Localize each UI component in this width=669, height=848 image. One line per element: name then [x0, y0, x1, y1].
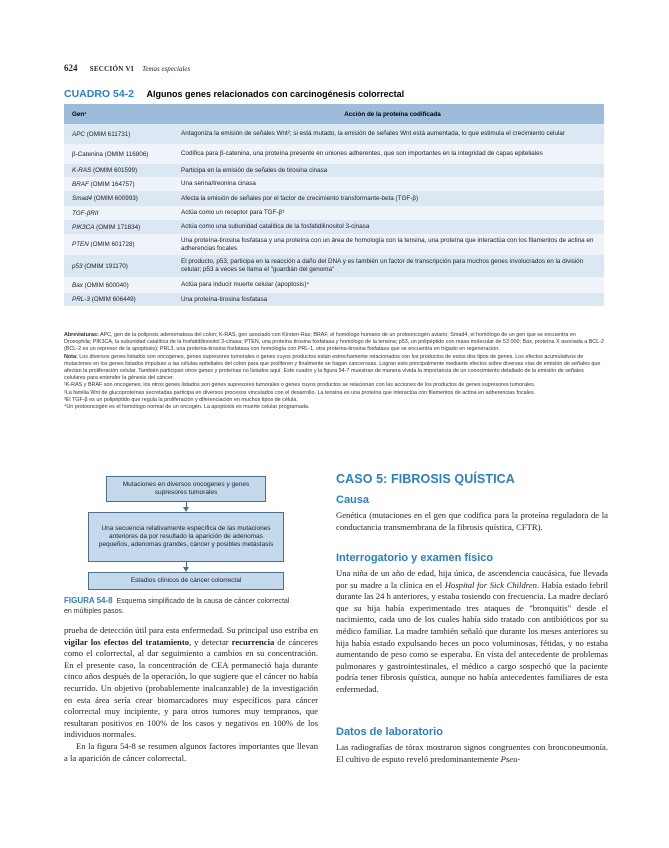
- left-paragraph-1: prueba de detección útil para esta enfermedad. Su principal uso estriba en vigilar los efectos del tratamiento, y detectar recurrencia de cánceres como el colorrectal, al dar seguimiento a cambios en su concentración. En el presente caso, la concentración de CEA permaneció baja durante cinco años después de la operación, lo que sugiere que el cáncer no había recurrido. Un objetivo (probablemente inalcanzable) de la investigación en esta área sería crear biomarcadores muy específicos para cáncer colorrectal muy incipiente, y para otros tumores muy tempranos, que resultaran positivos en 100% de los casos y negativos en 100% de los individuos normales.: [64, 625, 318, 740]
- footnote-1: ¹K-RAS y BRAF son oncogenes; los otros genes listados son genes supresores tumorales o genes cuyos productos se relacionan con las acciones de los productos de genes supresores tumorales.: [64, 382, 536, 389]
- heading-interrogatorio: Interrogatorio y examen físico: [336, 552, 494, 564]
- running-header: [64, 63, 624, 77]
- table-row: [64, 177, 604, 191]
- datos-paragraph: Las radiografías de tórax mostraron signos congruentes con bronconeumonía. El cultivo de esputo reveló predominantemente Pseu-: [336, 742, 608, 764]
- table-label: CUADRO 54-2: [64, 88, 135, 100]
- action-cell: Actúa como una subunidad catalítica de la fosfatidilinositol 3-cinasa: [181, 223, 370, 231]
- table-row: [64, 164, 604, 177]
- footnote-3: ³El TGF-β es un polipéptido que regula la proliferación y diferenciación en muchos tipos de célula.: [64, 396, 298, 403]
- action-cell: Una proteína-tirosina fosfatasa y una proteína con un área de homología con la tensina, una proteína que interactúa con los filamentos de actina en adherencias focales: [181, 236, 594, 252]
- action-cell: Una serina/treonina cinasa: [181, 180, 256, 188]
- heading-causa: Causa: [336, 494, 370, 506]
- section-name: Temas especiales: [142, 65, 191, 73]
- table-title: [64, 88, 404, 100]
- genes-table: [64, 104, 604, 306]
- action-cell: Codifica para β-catenina, una proteína presente en uniones adherentes, que son importantes en la integridad de capas epiteliales: [181, 150, 543, 158]
- interrogatorio-paragraph: Una niña de un año de edad, hija única, de ascendencia caucásica, fue llevada por su madre a la clínica en el Hospital for Sick Children. Había estado febril durante las 24 h anteriores, y estaba tosiendo con frecuencia. La madre declaró que su hija había experimentado tres ataques de "bronquitis" desde el nacimiento, cada uno de los cuales había sido tratado con antibióticos por su médico familiar. La madre también señaló que durante los meses anteriores su hija había estado expulsando heces un poco voluminosas, fétidas, y no estaba aumentando de peso como se esperaba. En vista del antecedente de problemas pulmonares y gastrointestinales, el médico a cargo sospechó que la paciente podría tener fibrosis quística, aunque no había antecedentes familiares de esta enfermedad.: [336, 568, 608, 694]
- action-cell: Antagoniza la emisión de señales Wnt²; si está mutado, la emisión de señales Wnt está aumentada, lo que estimula el crecimiento celular: [181, 130, 565, 138]
- general-note: Nota: Los diversos genes listados son oncogenes, genes supresores tumorales o genes cuyos productos están estrechamente relacionados con los productos de estos dos tipos de genes. Los efectos acumulativos de mutaciones en los genes listados impulsan a las células epiteliales del colon para que proliferen y finalmente se hagan cancerosas. Logran esto principalmente mediante efectos sobre diversas vías de emisión de señales que afectan la proliferación celular. También participan otros genes y proteínas no listados aquí. Este cuadro y la figura 54-7 muestran de manera vívida la importancia de un conocimiento detallado de la emisión de señales celulares para entender la génesis del cáncer.: [64, 353, 601, 382]
- action-cell: Participa en la emisión de señales de tirosina cinasa: [181, 166, 328, 174]
- gene-cell: Bax (OMIM 600040): [72, 281, 129, 289]
- gene-cell: PTEN (OMIM 601728): [72, 241, 135, 248]
- action-cell: Actúa como un receptor para TGF-β³: [181, 209, 285, 217]
- footnote-2: ²La familia Wnt de glucoproteínas secretadas participa en diversos procesos vinculados con el desarrollo. La tensina es una proteína que interactúa con filamentos de actina en adherencias focales.: [64, 389, 536, 396]
- gene-cell: p53 (OMIM 191170): [72, 262, 128, 270]
- figure-caption-text: Esquema simplificado de la causa de cáncer colorrectal en múltiples pasos.: [64, 598, 290, 615]
- abbreviations-note: Abreviaturas: APC, gen de la poliposis adenomatosa del colon; K-RAS, gen asociado con Kirsten-Ras; BRAF, el homólogo humano de un protooncogén aviario; Smad4, el homólogo de un gen que se encuentra en Drosophila; PIK3CA, la subunidad catalítica de la fosfatidilinositol 3-cinasa; PTEN, una proteína tirosina fosfatasa y homólogo de la tensina; p53, un polipéptido con masa molecular de 53 000; Bax, proteína X asociada a BCL-2 (BCL-2 es un represor de la apoptosis); PRL3, una proteína-tirosina fosfatasa con homología con PRL-1, otra proteína-tirosina fosfatasa que se encuentra en hígado en regeneración.: [64, 332, 604, 353]
- table-row: [64, 191, 604, 206]
- flow-box-clinical-stages: Estadios clínicos de cáncer colorrectal: [88, 572, 284, 590]
- gene-cell: β-Catenina (OMIM 116806): [72, 150, 149, 158]
- table-caption: Algunos genes relacionados con carcinogénesis colorrectal: [146, 89, 405, 99]
- gene-cell: APC (OMIM 611731): [72, 130, 131, 138]
- page-number: 624: [64, 63, 78, 73]
- col-header-gene: Gen¹: [72, 110, 87, 118]
- table-body: [64, 124, 604, 306]
- col-header-action: Acción de la proteína codificada: [344, 110, 441, 118]
- gene-cell: BRAF (OMIM 164757): [72, 180, 135, 188]
- action-cell: El producto, p53, participa en la reacción a daño del DNA y es también un factor de transcripción para muchos genes involucrados en la división celular; p53 a veces se llama el "guardián del genoma": [181, 258, 584, 273]
- table-row: [64, 144, 604, 164]
- section-label: SECCIÓN VI: [89, 65, 134, 73]
- table-row: [64, 255, 604, 277]
- table-row: [64, 206, 604, 220]
- case-title: CASO 5: FIBROSIS QUÍSTICA: [336, 472, 515, 486]
- table-header-row: [64, 104, 604, 124]
- causa-paragraph: Genética (mutaciones en el gen que codifica para la proteína reguladora de la conductancia transmembrana de la fibrosis quística, CFTR).: [336, 510, 608, 532]
- flow-box-mutations: Mutaciones en diversos oncogenes y genes supresores tumorales: [106, 476, 266, 502]
- flow-box-sequence: Una secuencia relativamente específica de las mutaciones anteriores da por resultado la aparición de adenomas pequeños, adenomas grandes, cáncer y posibles metástasis: [88, 512, 284, 562]
- table-row: [64, 220, 604, 234]
- action-cell: Actúa para inducir muerte celular (apoptosis)⁴: [181, 281, 310, 289]
- action-cell: Afecta la emisión de señales por el factor de crecimiento transformante-beta (TGF-β): [181, 194, 419, 202]
- gene-cell: TGF-βRII: [72, 209, 99, 217]
- gene-cell: Smad4 (OMIM 600993): [72, 195, 138, 202]
- table-row: [64, 293, 604, 306]
- table-row: [64, 234, 604, 255]
- table-row: [64, 124, 604, 144]
- figure-label: FIGURA 54-8: [64, 596, 113, 605]
- table-row: [64, 277, 604, 293]
- footnote-4: ⁴Un protooncogén es el homólogo normal de un oncogén. La apoptosis es muerte celular programada.: [64, 404, 310, 411]
- left-column-text: [64, 625, 318, 764]
- table-notes: [64, 332, 604, 411]
- gene-cell: PRL-3 (OMIM 606449): [72, 296, 136, 303]
- heading-datos-laboratorio: Datos de laboratorio: [336, 726, 443, 738]
- gene-cell: K-RAS (OMIM 601599): [72, 167, 138, 174]
- gene-cell: PIK3CA (OMIM 171834): [72, 223, 141, 231]
- action-cell: Una proteína-tirosina fosfatasa: [181, 295, 268, 303]
- figure-caption: [64, 596, 294, 617]
- left-paragraph-2: En la figura 54-8 se resumen algunos factores importantes que llevan a la aparición de cáncer colorrectal.: [64, 740, 318, 763]
